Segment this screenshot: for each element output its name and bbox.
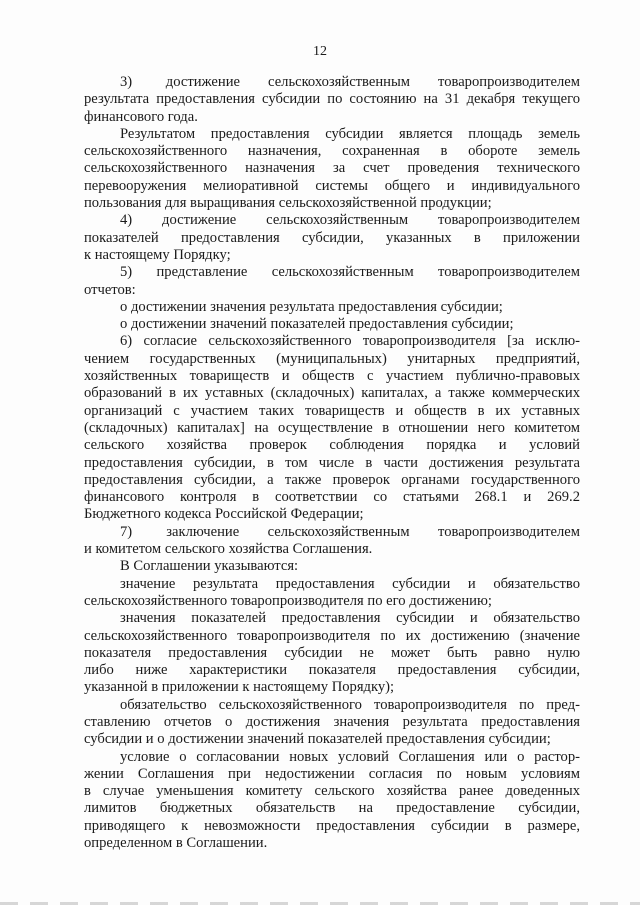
text-line: определенном в Соглашении. xyxy=(84,835,268,852)
text-line: сельского хозяйства проверок соблюдения порядка и условий xyxy=(84,437,580,454)
text-line: финансового года. xyxy=(84,108,198,125)
text-line: сельскохозяйственного назначения за счет проведения технического xyxy=(84,160,580,177)
text-line: хозяйственных товариществ и обществ с участием публично-правовых xyxy=(84,368,580,385)
text-line: ставлению отчетов о достижения значения результата предоставления xyxy=(84,713,580,730)
text-line: Бюджетного кодекса Российской Федерации; xyxy=(84,506,364,523)
text-line: либо ниже характеристики показателя предоставления субсидии, xyxy=(84,662,580,679)
text-line: показателей предоставления субсидии, указанных в приложении xyxy=(84,229,580,246)
text-line: предоставления субсидии, в том числе в части достижения результата xyxy=(84,454,580,471)
text-line: 6) согласие сельскохозяйственного товаропроизводителя [за исклю- xyxy=(120,333,580,350)
text-line: 7) заключение сельскохозяйственным товаропроизводителем xyxy=(120,523,580,540)
text-line: финансового контроля в соответствии со статьями 268.1 и 269.2 xyxy=(84,489,580,506)
text-line: 5) представление сельскохозяйственным товаропроизводителем xyxy=(120,264,580,281)
text-line: (складочных) капиталах] на осуществление в отношении него комитетом xyxy=(84,419,580,436)
text-line: перевооружения мелиоративной системы общего и индивидуального xyxy=(84,177,580,194)
text-line: и комитетом сельского хозяйства Соглашения. xyxy=(84,541,373,558)
text-line: чением государственных (муниципальных) унитарных предприятий, xyxy=(84,350,580,367)
text-line: указанной в приложении к настоящему Порядку); xyxy=(84,679,395,696)
text-line: показателя предоставления субсидии не может быть равно нулю xyxy=(84,644,580,661)
text-line: 3) достижение сельскохозяйственным товаропроизводителем xyxy=(120,74,580,90)
text-line: сельскохозяйственного товаропроизводителя по их достижению (значение xyxy=(84,627,580,644)
text-line: приводящего к невозможности предоставления субсидии в размере, xyxy=(84,817,580,834)
document-body xyxy=(84,74,580,852)
text-line: субсидии и о достижении значений показателей предоставления субсидии; xyxy=(84,731,551,748)
text-line: предоставления субсидии, а также проверок органами государственного xyxy=(84,471,580,488)
text-line: жении Соглашения при недостижении согласия по новым условиям xyxy=(84,765,580,782)
text-line: условие о согласовании новых условий Соглашения или о растор- xyxy=(120,748,580,765)
text-line: обязательство сельскохозяйственного товаропроизводителя по пред- xyxy=(120,696,580,713)
text-line: лимитов бюджетных обязательств на предоставление субсидии, xyxy=(84,800,580,817)
text-line: значение результата предоставления субсидии и обязательство xyxy=(120,575,580,592)
text-line: результата предоставления субсидии по состоянию на 31 декабря текущего xyxy=(84,91,580,108)
page-number: 12 xyxy=(313,44,327,59)
text-line: в случае уменьшения комитету сельского хозяйства ранее доведенных xyxy=(84,783,580,800)
text-line: сельскохозяйственного назначения, сохраненная в обороте земель xyxy=(84,143,580,160)
text-line: В Соглашении указываются: xyxy=(120,558,299,575)
text-line: Результатом предоставления субсидии является площадь земель xyxy=(120,125,580,142)
text-line: 4) достижение сельскохозяйственным товаропроизводителем xyxy=(120,212,580,229)
text-line: отчетов: xyxy=(84,281,136,298)
text-line: о достижении значения результата предоставления субсидии; xyxy=(120,298,503,315)
text-line: организаций с участием таких товариществ и обществ в их уставных xyxy=(84,402,580,419)
text-line: о достижении значений показателей предоставления субсидии; xyxy=(120,316,514,333)
text-line: образований в их уставных (складочных) капиталах, а также коммерческих xyxy=(84,385,580,402)
text-line: к настоящему Порядку; xyxy=(84,246,231,263)
text-line: пользования для выращивания сельскохозяйственной продукции; xyxy=(84,195,492,212)
text-line: сельскохозяйственного товаропроизводителя по его достижению; xyxy=(84,592,492,609)
text-line: значения показателей предоставления субсидии и обязательство xyxy=(120,610,580,627)
